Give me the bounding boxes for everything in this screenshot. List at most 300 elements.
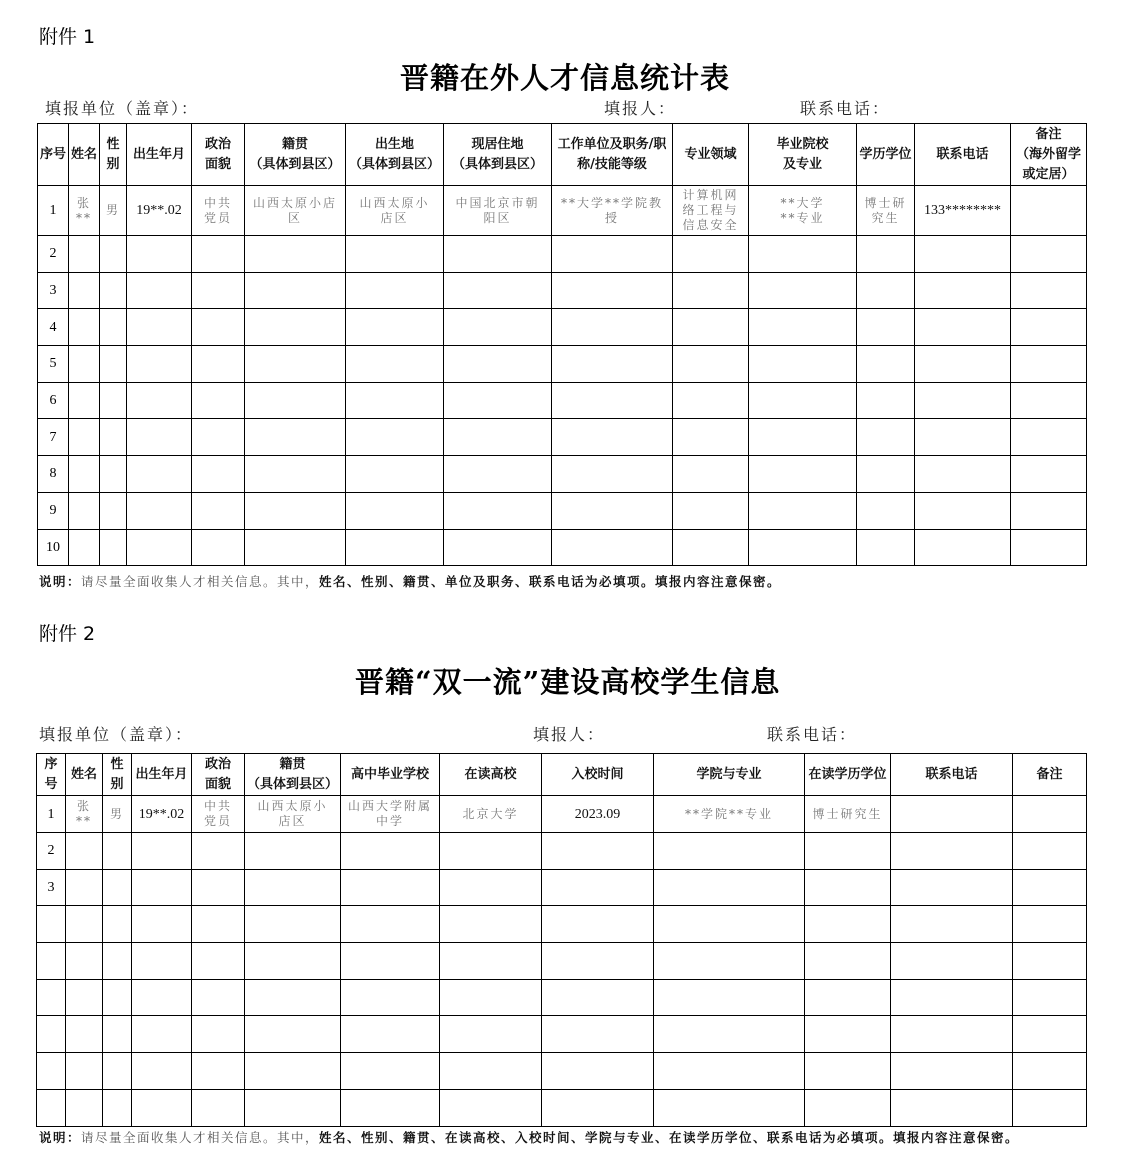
table-cell[interactable]: [749, 456, 857, 493]
table-cell[interactable]: [552, 529, 673, 566]
table-cell[interactable]: [749, 236, 857, 273]
table-cell[interactable]: [542, 869, 654, 906]
cell-university[interactable]: 北京大学: [440, 796, 542, 833]
table-cell[interactable]: [1011, 529, 1087, 566]
table-cell[interactable]: [346, 236, 444, 273]
table-cell[interactable]: [69, 529, 100, 566]
table-cell[interactable]: [654, 906, 805, 943]
table-row: [38, 346, 1087, 383]
table-row: [37, 943, 1087, 980]
table-cell[interactable]: [444, 236, 552, 273]
cell-no: [37, 1053, 66, 1090]
table-cell[interactable]: [654, 869, 805, 906]
table-cell[interactable]: [245, 236, 346, 273]
table-cell[interactable]: [66, 1053, 103, 1090]
table-cell[interactable]: [245, 906, 341, 943]
table-cell[interactable]: [805, 1016, 891, 1053]
table-cell[interactable]: [245, 1089, 341, 1126]
table-cell[interactable]: [192, 236, 245, 273]
table-cell[interactable]: [66, 906, 103, 943]
column-header: 籍贯 （具体到县区）: [245, 754, 341, 796]
table-cell[interactable]: [132, 833, 192, 870]
table-cell[interactable]: [444, 456, 552, 493]
table-cell[interactable]: [245, 346, 346, 383]
table-cell[interactable]: [552, 236, 673, 273]
table-cell[interactable]: [1013, 979, 1087, 1016]
table-cell[interactable]: [440, 943, 542, 980]
table-cell[interactable]: [673, 529, 749, 566]
table-row: [38, 492, 1087, 529]
table-cell[interactable]: [654, 979, 805, 1016]
cell-no: 8: [38, 456, 69, 493]
table-cell[interactable]: [805, 1053, 891, 1090]
table-cell[interactable]: [654, 1016, 805, 1053]
table-cell[interactable]: [341, 869, 440, 906]
annex2-note: [39, 1128, 1019, 1146]
table-cell[interactable]: [891, 1053, 1013, 1090]
table-cell[interactable]: [444, 529, 552, 566]
table-row: [37, 979, 1087, 1016]
table-cell[interactable]: [127, 529, 192, 566]
table-cell[interactable]: [127, 272, 192, 309]
table-cell[interactable]: [66, 943, 103, 980]
table-row: [37, 1053, 1087, 1090]
table-cell[interactable]: [805, 869, 891, 906]
annex1-note-required: 姓名、性别、籍贯、单位及职务、联系电话为必填项。填报内容注意保密。: [319, 574, 782, 589]
cell-remark[interactable]: [1011, 186, 1087, 236]
table-cell[interactable]: [542, 1053, 654, 1090]
table-cell[interactable]: [891, 1016, 1013, 1053]
table-cell[interactable]: [127, 456, 192, 493]
table-cell[interactable]: [132, 979, 192, 1016]
cell-no: 4: [38, 309, 69, 346]
table-cell[interactable]: [341, 979, 440, 1016]
table-cell[interactable]: [654, 1089, 805, 1126]
table-cell[interactable]: [69, 419, 100, 456]
table-cell[interactable]: [341, 943, 440, 980]
table-cell[interactable]: [192, 906, 245, 943]
table-cell[interactable]: [805, 979, 891, 1016]
table-cell[interactable]: [440, 1089, 542, 1126]
table-cell[interactable]: [69, 492, 100, 529]
table-cell[interactable]: [1013, 906, 1087, 943]
table-cell[interactable]: [245, 272, 346, 309]
cell-no: 2: [38, 236, 69, 273]
cell-no: 1: [38, 186, 69, 236]
table-row: [38, 529, 1087, 566]
column-header: 入校时间: [542, 754, 654, 796]
table-cell[interactable]: [100, 419, 127, 456]
table-cell[interactable]: [245, 382, 346, 419]
table-cell[interactable]: [915, 382, 1011, 419]
table-cell[interactable]: [444, 272, 552, 309]
table-cell[interactable]: [673, 236, 749, 273]
table-cell[interactable]: [673, 382, 749, 419]
table-cell[interactable]: [552, 272, 673, 309]
table-cell[interactable]: [749, 272, 857, 309]
table-cell[interactable]: [891, 1089, 1013, 1126]
table-cell[interactable]: [192, 346, 245, 383]
table-cell[interactable]: [103, 833, 132, 870]
annex2-title: 晋籍“双一流”建设高校学生信息: [355, 665, 781, 699]
table-cell[interactable]: [192, 979, 245, 1016]
table-cell[interactable]: [673, 272, 749, 309]
cell-no: [37, 979, 66, 1016]
table-cell[interactable]: [100, 529, 127, 566]
table-cell[interactable]: [100, 382, 127, 419]
table-cell[interactable]: [103, 979, 132, 1016]
table-cell[interactable]: [673, 492, 749, 529]
table-cell[interactable]: [341, 1016, 440, 1053]
annex1-note-label: 说明：: [39, 574, 82, 589]
annex2-note-required: 姓名、性别、籍贯、在读高校、入校时间、学院与专业、在读学历学位、联系电话为必填项。填报内容注意保密。: [319, 1130, 1020, 1145]
table-cell[interactable]: [100, 346, 127, 383]
table-cell[interactable]: [245, 869, 341, 906]
cell-degree[interactable]: 博士研 究生: [857, 186, 915, 236]
table-cell[interactable]: [341, 1053, 440, 1090]
column-header: 毕业院校 及专业: [749, 124, 857, 186]
column-header: 出生年月: [132, 754, 192, 796]
table-cell[interactable]: [552, 309, 673, 346]
cell-birthplace[interactable]: 山西太原小 店区: [346, 186, 444, 236]
table-cell[interactable]: [444, 382, 552, 419]
table-cell[interactable]: [192, 1089, 245, 1126]
table-cell[interactable]: [66, 979, 103, 1016]
table-cell[interactable]: [444, 492, 552, 529]
table-cell[interactable]: [444, 309, 552, 346]
annex2-phone-label: 联系电话：: [767, 725, 858, 744]
annex1-unit-label: 填报单位（盖章）：: [45, 99, 200, 118]
cell-political[interactable]: 中共 党员: [192, 186, 245, 236]
table-cell[interactable]: [1011, 419, 1087, 456]
table-row: [37, 833, 1087, 870]
table-cell[interactable]: [127, 492, 192, 529]
table-cell[interactable]: [891, 906, 1013, 943]
table-cell[interactable]: [440, 979, 542, 1016]
table-cell[interactable]: [192, 1053, 245, 1090]
table-cell[interactable]: [346, 309, 444, 346]
table-row: [38, 272, 1087, 309]
table-cell[interactable]: [1013, 833, 1087, 870]
table-cell[interactable]: [440, 1016, 542, 1053]
table-cell[interactable]: [749, 492, 857, 529]
column-header: 联系电话: [915, 124, 1011, 186]
table-cell[interactable]: [103, 943, 132, 980]
annex1-header-row: [38, 124, 1087, 186]
cell-gender[interactable]: 男: [100, 186, 127, 236]
cell-remark[interactable]: [1013, 796, 1087, 833]
table-cell[interactable]: [192, 382, 245, 419]
column-header: 性 别: [103, 754, 132, 796]
table-cell[interactable]: [542, 943, 654, 980]
table-cell[interactable]: [245, 979, 341, 1016]
table-cell[interactable]: [673, 309, 749, 346]
table-cell[interactable]: [1011, 272, 1087, 309]
table-cell[interactable]: [346, 272, 444, 309]
table-cell[interactable]: [542, 906, 654, 943]
table-cell[interactable]: [805, 833, 891, 870]
cell-residence[interactable]: 中国北京市朝 阳区: [444, 186, 552, 236]
cell-birth[interactable]: 19**.02: [127, 186, 192, 236]
table-cell[interactable]: [66, 869, 103, 906]
annex1-label: 附件 1: [39, 26, 96, 48]
table-cell[interactable]: [552, 492, 673, 529]
table-cell[interactable]: [749, 419, 857, 456]
table-cell[interactable]: [346, 529, 444, 566]
cell-political[interactable]: 中共 党员: [192, 796, 245, 833]
table-cell[interactable]: [103, 1016, 132, 1053]
table-cell[interactable]: [192, 456, 245, 493]
table-cell[interactable]: [192, 943, 245, 980]
cell-native[interactable]: 山西太原小 店区: [245, 796, 341, 833]
annex1-note-text: 请尽量全面收集人才相关信息。其中，: [81, 574, 320, 589]
annex1-phone-label: 联系电话：: [800, 99, 891, 118]
table-cell[interactable]: [749, 309, 857, 346]
table-cell[interactable]: [66, 1016, 103, 1053]
column-header: 姓名: [69, 124, 100, 186]
table-cell[interactable]: [346, 419, 444, 456]
table-cell[interactable]: [857, 236, 915, 273]
table-cell[interactable]: [132, 1053, 192, 1090]
table-cell[interactable]: [915, 309, 1011, 346]
table-cell[interactable]: [132, 869, 192, 906]
table-cell[interactable]: [192, 309, 245, 346]
table-cell[interactable]: [915, 529, 1011, 566]
table-cell[interactable]: [1011, 492, 1087, 529]
table-cell[interactable]: [1011, 236, 1087, 273]
table-cell[interactable]: [805, 1089, 891, 1126]
table-cell[interactable]: [440, 869, 542, 906]
annex1-table: [37, 123, 1087, 566]
cell-native[interactable]: 山西太原小店 区: [245, 186, 346, 236]
table-cell[interactable]: [915, 236, 1011, 273]
table-cell[interactable]: [891, 869, 1013, 906]
table-cell[interactable]: [132, 1016, 192, 1053]
table-cell[interactable]: [245, 309, 346, 346]
table-cell[interactable]: [346, 382, 444, 419]
column-header: 联系电话: [891, 754, 1013, 796]
table-cell[interactable]: [749, 346, 857, 383]
table-cell[interactable]: [654, 943, 805, 980]
table-cell[interactable]: [1011, 456, 1087, 493]
annex1-filler-label: 填报人：: [604, 99, 677, 118]
table-cell[interactable]: [341, 1089, 440, 1126]
cell-phone[interactable]: [891, 796, 1013, 833]
table-cell[interactable]: [805, 906, 891, 943]
column-header: 序号: [38, 124, 69, 186]
cell-enroll[interactable]: 2023.09: [542, 796, 654, 833]
table-row: [37, 1016, 1087, 1053]
table-cell[interactable]: [857, 529, 915, 566]
table-cell[interactable]: [103, 869, 132, 906]
cell-degree[interactable]: 博士研究生: [805, 796, 891, 833]
table-cell[interactable]: [857, 419, 915, 456]
column-header: 工作单位及职务/职 称/技能等级: [552, 124, 673, 186]
table-cell[interactable]: [440, 906, 542, 943]
table-cell[interactable]: [915, 456, 1011, 493]
table-cell[interactable]: [749, 529, 857, 566]
cell-phone[interactable]: 133********: [915, 186, 1011, 236]
table-row: [38, 419, 1087, 456]
annex2-note-label: 说明：: [39, 1130, 82, 1145]
table-cell[interactable]: [66, 1089, 103, 1126]
table-cell[interactable]: [103, 1053, 132, 1090]
cell-no: 7: [38, 419, 69, 456]
table-cell[interactable]: [1013, 869, 1087, 906]
table-cell[interactable]: [857, 272, 915, 309]
cell-no: 3: [38, 272, 69, 309]
column-header: 在读高校: [440, 754, 542, 796]
table-cell[interactable]: [915, 346, 1011, 383]
table-cell[interactable]: [542, 979, 654, 1016]
table-cell[interactable]: [673, 346, 749, 383]
table-cell[interactable]: [552, 346, 673, 383]
table-cell[interactable]: [346, 456, 444, 493]
table-cell[interactable]: [542, 833, 654, 870]
table-cell[interactable]: [542, 1016, 654, 1053]
table-cell[interactable]: [346, 492, 444, 529]
table-cell[interactable]: [915, 272, 1011, 309]
table-cell[interactable]: [673, 419, 749, 456]
table-cell[interactable]: [127, 382, 192, 419]
table-cell[interactable]: [346, 346, 444, 383]
table-cell[interactable]: [192, 869, 245, 906]
table-row: [37, 906, 1087, 943]
column-header: 备注: [1013, 754, 1087, 796]
table-cell[interactable]: [552, 382, 673, 419]
table-cell[interactable]: [127, 309, 192, 346]
table-cell[interactable]: [245, 529, 346, 566]
cell-no: [37, 1016, 66, 1053]
column-header: 专业领域: [673, 124, 749, 186]
table-cell[interactable]: [915, 492, 1011, 529]
table-cell[interactable]: [100, 236, 127, 273]
table-cell[interactable]: [69, 382, 100, 419]
table-cell[interactable]: [103, 1089, 132, 1126]
table-cell[interactable]: [891, 833, 1013, 870]
table-cell[interactable]: [654, 1053, 805, 1090]
annex1-note: [39, 572, 781, 590]
table-cell[interactable]: [915, 419, 1011, 456]
table-cell[interactable]: [1011, 346, 1087, 383]
table-cell[interactable]: [192, 419, 245, 456]
table-cell[interactable]: [444, 419, 552, 456]
table-cell[interactable]: [100, 272, 127, 309]
table-cell[interactable]: [341, 833, 440, 870]
table-cell[interactable]: [542, 1089, 654, 1126]
table-cell[interactable]: [132, 943, 192, 980]
table-cell[interactable]: [891, 943, 1013, 980]
table-cell[interactable]: [1013, 943, 1087, 980]
column-header: 出生年月: [127, 124, 192, 186]
table-cell[interactable]: [1011, 382, 1087, 419]
table-cell[interactable]: [749, 382, 857, 419]
table-cell[interactable]: [552, 419, 673, 456]
cell-name[interactable]: 张 **: [69, 186, 100, 236]
table-cell[interactable]: [857, 309, 915, 346]
column-header: 性 别: [100, 124, 127, 186]
table-row: [38, 456, 1087, 493]
table-row: [37, 1089, 1087, 1126]
table-cell[interactable]: [69, 309, 100, 346]
table-cell[interactable]: [100, 456, 127, 493]
table-cell[interactable]: [100, 492, 127, 529]
cell-field[interactable]: 计算机网 络工程与 信息安全: [673, 186, 749, 236]
cell-school[interactable]: **大学 **专业: [749, 186, 857, 236]
table-cell[interactable]: [132, 1089, 192, 1126]
table-cell[interactable]: [1013, 1089, 1087, 1126]
table-cell[interactable]: [132, 906, 192, 943]
table-cell[interactable]: [341, 906, 440, 943]
table-cell[interactable]: [192, 1016, 245, 1053]
column-header: 姓名: [66, 754, 103, 796]
column-header: 学历学位: [857, 124, 915, 186]
cell-gender[interactable]: 男: [103, 796, 132, 833]
table-cell[interactable]: [857, 382, 915, 419]
table-cell[interactable]: [857, 346, 915, 383]
cell-no: 10: [38, 529, 69, 566]
table-cell[interactable]: [245, 943, 341, 980]
table-cell[interactable]: [127, 236, 192, 273]
cell-college[interactable]: **学院**专业: [654, 796, 805, 833]
cell-highschool[interactable]: 山西大学附属 中学: [341, 796, 440, 833]
table-row: [38, 309, 1087, 346]
cell-birth[interactable]: 19**.02: [132, 796, 192, 833]
table-cell[interactable]: [245, 1053, 341, 1090]
table-cell[interactable]: [66, 833, 103, 870]
column-header: 在读学历学位: [805, 754, 891, 796]
table-cell[interactable]: [440, 1053, 542, 1090]
table-cell[interactable]: [857, 456, 915, 493]
table-cell[interactable]: [127, 346, 192, 383]
table-cell[interactable]: [552, 456, 673, 493]
column-header: 高中毕业学校: [341, 754, 440, 796]
table-cell[interactable]: [69, 236, 100, 273]
table-cell[interactable]: [1013, 1053, 1087, 1090]
table-cell[interactable]: [100, 309, 127, 346]
cell-employer[interactable]: **大学**学院教 授: [552, 186, 673, 236]
cell-name[interactable]: 张 **: [66, 796, 103, 833]
table-cell[interactable]: [245, 456, 346, 493]
table-cell[interactable]: [245, 492, 346, 529]
table-cell[interactable]: [891, 979, 1013, 1016]
table-cell[interactable]: [440, 833, 542, 870]
table-cell[interactable]: [654, 833, 805, 870]
table-cell[interactable]: [673, 456, 749, 493]
table-cell[interactable]: [192, 492, 245, 529]
table-cell[interactable]: [1013, 1016, 1087, 1053]
table-cell[interactable]: [69, 346, 100, 383]
table-cell[interactable]: [245, 1016, 341, 1053]
table-cell[interactable]: [444, 346, 552, 383]
column-header: 政治 面貌: [192, 754, 245, 796]
table-cell[interactable]: [69, 456, 100, 493]
table-cell[interactable]: [103, 906, 132, 943]
cell-no: 1: [37, 796, 66, 833]
annex2-filler-label: 填报人：: [533, 725, 606, 744]
table-cell[interactable]: [192, 272, 245, 309]
table-cell[interactable]: [245, 833, 341, 870]
table-cell[interactable]: [1011, 309, 1087, 346]
table-cell[interactable]: [857, 492, 915, 529]
cell-no: 5: [38, 346, 69, 383]
table-cell[interactable]: [69, 272, 100, 309]
table-cell[interactable]: [192, 833, 245, 870]
table-cell[interactable]: [192, 529, 245, 566]
table-cell[interactable]: [805, 943, 891, 980]
table-cell[interactable]: [245, 419, 346, 456]
table-cell[interactable]: [127, 419, 192, 456]
